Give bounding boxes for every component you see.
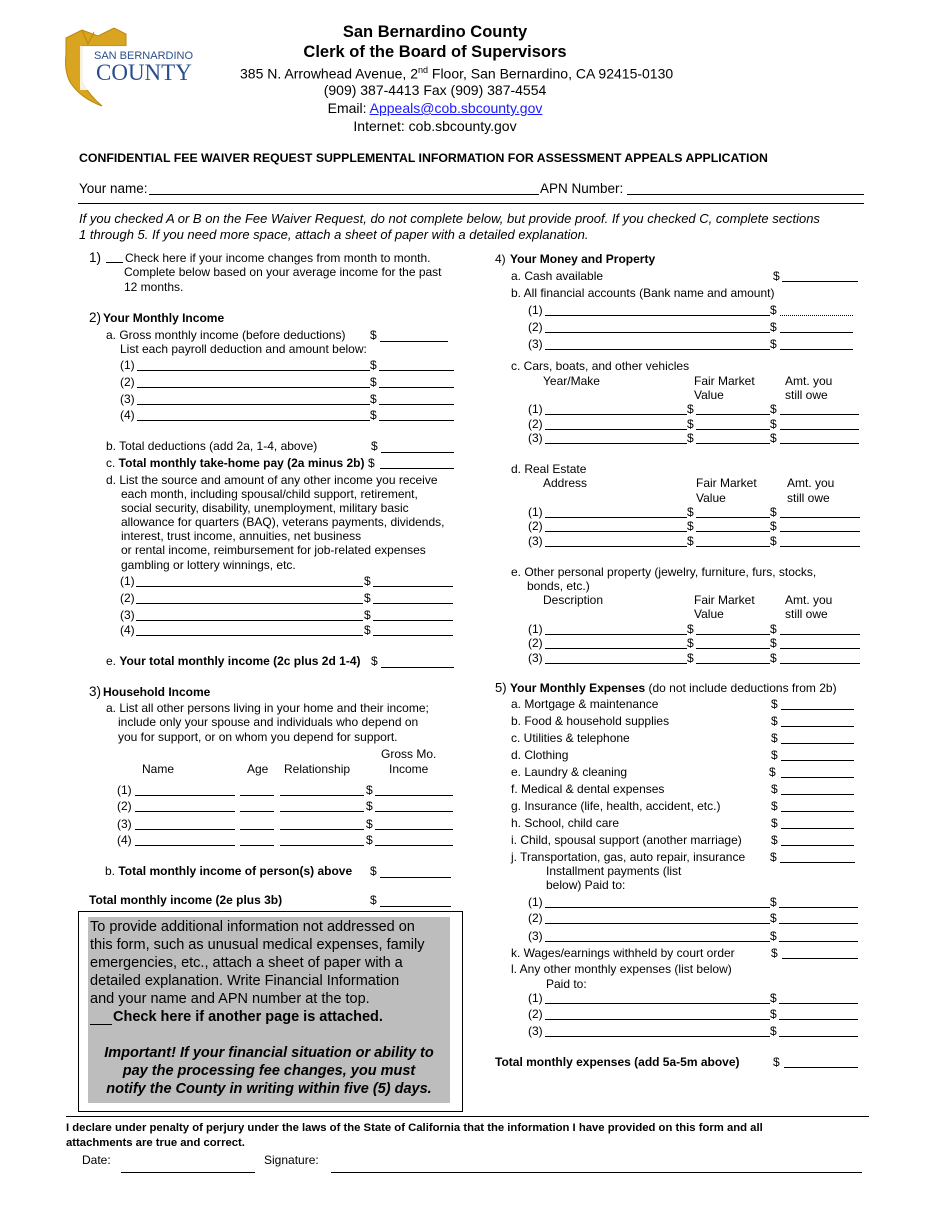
deduction-4-label: (4) — [120, 408, 135, 422]
property-col-owe-2: still owe — [785, 607, 828, 621]
other-expense-1-paid-to[interactable] — [545, 1003, 770, 1004]
household-3-income[interactable] — [375, 829, 453, 830]
expense-l-label: l. Any other monthly expenses (list below) — [511, 962, 732, 976]
expense-a-field[interactable] — [781, 709, 854, 710]
installment-1-paid-to[interactable] — [545, 907, 770, 908]
office-name: Clerk of the Board of Supervisors — [303, 43, 567, 61]
expense-a-label: a. Mortgage & maintenance — [511, 697, 659, 711]
total-monthly-income-dollar: $ — [370, 893, 377, 907]
deduction-4-amount[interactable] — [379, 420, 454, 421]
realestate-2-address[interactable] — [545, 531, 687, 532]
expense-f-dollar: $ — [771, 782, 778, 796]
household-1-dollar: $ — [366, 783, 373, 797]
s2-a-dollar: $ — [370, 328, 377, 342]
vehicle-col-owe-2: still owe — [785, 388, 828, 402]
property-3-dollar-owe: $ — [770, 651, 777, 665]
household-1-name[interactable] — [135, 795, 235, 796]
expense-j-dollar: $ — [770, 850, 777, 864]
expense-k-label: k. Wages/earnings withheld by court order — [511, 946, 735, 960]
household-2-name[interactable] — [135, 811, 235, 812]
installment-3-dollar: $ — [770, 929, 777, 943]
household-2-income[interactable] — [375, 811, 453, 812]
household-3-relationship[interactable] — [280, 829, 364, 830]
cash-available-field[interactable] — [782, 281, 858, 282]
household-4-label: (4) — [117, 833, 132, 847]
other-expense-2-amount[interactable] — [779, 1019, 858, 1020]
realestate-2-dollar-fmv: $ — [687, 519, 694, 533]
s3-a-line-2: include only your spouse and individuals who depend on — [118, 715, 419, 729]
deduction-2-name[interactable] — [137, 387, 370, 388]
section-2-number: 2) — [89, 310, 102, 325]
s2-c-label: c. Total monthly take-home pay (2a minus 2b) — [106, 456, 365, 470]
installment-1-dollar: $ — [770, 895, 777, 909]
property-1-fmv[interactable] — [696, 634, 770, 635]
installment-3-label: (3) — [528, 929, 543, 943]
note-line-2: this form, such as unusual medical expenses, family — [90, 937, 425, 953]
household-4-age[interactable] — [240, 845, 274, 846]
realestate-col-fmv-1: Fair Market — [696, 476, 757, 490]
property-2-owe[interactable] — [780, 648, 860, 649]
property-2-dollar-owe: $ — [770, 636, 777, 650]
property-3-description[interactable] — [545, 663, 687, 664]
attached-page-checkbox[interactable] — [90, 1024, 112, 1025]
s2-d-line-5: interest, trust income, annuities, net business — [121, 529, 362, 543]
s3-a-line-1: a. List all other persons living in your home and their income; — [106, 701, 429, 715]
divider-top — [78, 203, 864, 204]
property-1-dollar-owe: $ — [770, 622, 777, 636]
s2-title: Your Monthly Income — [103, 311, 225, 325]
vehicle-2-owe[interactable] — [780, 429, 859, 430]
household-3-label: (3) — [117, 817, 132, 831]
expense-f-field[interactable] — [781, 794, 854, 795]
email-link[interactable]: Appeals@cob.sbcounty.gov — [369, 100, 543, 116]
expense-j-label: j. Transportation, gas, auto repair, insurance — [511, 850, 746, 864]
s2-d-line-2: each month, including spousal/child support, retirement, — [121, 487, 418, 501]
expense-i-field[interactable] — [781, 845, 854, 846]
household-2-dollar: $ — [366, 799, 373, 813]
account-2-amount[interactable] — [780, 332, 853, 333]
property-3-label: (3) — [528, 651, 543, 665]
property-2-label: (2) — [528, 636, 543, 650]
expense-c-field[interactable] — [781, 743, 854, 744]
expense-d-dollar: $ — [771, 748, 778, 762]
deduction-2-dollar: $ — [370, 375, 377, 389]
household-2-label: (2) — [117, 799, 132, 813]
expense-j-field[interactable] — [780, 862, 855, 863]
expense-c-dollar: $ — [771, 731, 778, 745]
other-income-2-amount[interactable] — [373, 603, 453, 604]
realestate-1-dollar-owe: $ — [770, 505, 777, 519]
s1-line-3: 12 months. — [124, 280, 184, 294]
other-income-1-dollar: $ — [364, 574, 371, 588]
your-name-label: Your name: — [79, 181, 148, 196]
vehicle-3-dollar-owe: $ — [770, 431, 777, 445]
realestate-col-owe-2: still owe — [787, 491, 830, 505]
note-line-5: and your name and APN number at the top. — [90, 991, 370, 1007]
account-3-dollar: $ — [770, 337, 777, 351]
expense-a-dollar: $ — [771, 697, 778, 711]
s5-title: Your Monthly Expenses (do not include deductions from 2b) — [510, 681, 837, 695]
expense-d-label: d. Clothing — [511, 748, 569, 762]
installment-line-1: Installment payments (list — [546, 864, 682, 878]
important-line-1: Important! If your financial situation or ability to — [104, 1045, 434, 1061]
email-line: Email: Appeals@cob.sbcounty.gov — [327, 100, 543, 116]
household-total-field[interactable] — [380, 877, 451, 878]
deduction-4-name[interactable] — [137, 420, 370, 421]
household-2-relationship[interactable] — [280, 811, 364, 812]
s2-e-dollar: $ — [371, 654, 378, 668]
vehicle-col-fmv-2: Value — [694, 388, 724, 402]
vehicle-1-fmv[interactable] — [696, 414, 770, 415]
office-address: 385 N. Arrowhead Avenue, 2nd Floor, San Bernardino, CA 92415-0130 — [240, 65, 674, 82]
property-3-dollar-fmv: $ — [687, 651, 694, 665]
account-3-name[interactable] — [545, 349, 770, 350]
total-deductions-field[interactable] — [381, 452, 454, 453]
logo-text-bottom: COUNTY — [96, 60, 192, 85]
col-age-header: Age — [247, 762, 269, 776]
expense-k-dollar: $ — [771, 946, 778, 960]
property-3-fmv[interactable] — [696, 663, 770, 664]
realestate-1-owe[interactable] — [780, 517, 860, 518]
section-3-number: 3) — [89, 684, 102, 699]
household-1-label: (1) — [117, 783, 132, 797]
realestate-3-dollar-owe: $ — [770, 534, 777, 548]
household-4-name[interactable] — [135, 845, 235, 846]
realestate-col-address: Address — [543, 476, 588, 490]
expense-e-field[interactable] — [781, 777, 854, 778]
s4-title: Your Money and Property — [510, 252, 656, 266]
deduction-3-dollar: $ — [370, 392, 377, 406]
section-1-number: 1) — [89, 250, 102, 265]
property-3-owe[interactable] — [780, 663, 860, 664]
installment-3-amount[interactable] — [779, 941, 858, 942]
income-varies-checkbox[interactable] — [106, 262, 123, 263]
gross-monthly-income-field[interactable] — [380, 341, 448, 342]
expense-c-label: c. Utilities & telephone — [511, 731, 630, 745]
s3-a-line-3: you for support, or on whom you depend for support. — [118, 730, 398, 744]
other-income-2-label: (2) — [120, 591, 135, 605]
household-3-name[interactable] — [135, 829, 235, 830]
vehicle-3-fmv[interactable] — [696, 443, 770, 444]
other-income-2-source[interactable] — [136, 603, 363, 604]
household-1-age[interactable] — [240, 795, 274, 796]
s4-b-label: b. All financial accounts (Bank name and amount) — [511, 286, 775, 300]
declaration-line-1: I declare under penalty of perjury under the laws of the State of California that the information I have provided on this form and all — [66, 1122, 763, 1134]
installment-2-amount[interactable] — [779, 923, 858, 924]
note-line-1: To provide additional information not addressed on — [90, 919, 415, 935]
account-2-label: (2) — [528, 320, 543, 334]
expense-e-label: e. Laundry & cleaning — [511, 765, 628, 779]
other-expense-2-paid-to[interactable] — [545, 1019, 770, 1020]
property-1-description[interactable] — [545, 634, 687, 635]
apn-label: APN Number: — [540, 181, 624, 196]
s4-c-label: c. Cars, boats, and other vehicles — [511, 359, 690, 373]
property-col-description: Description — [543, 593, 604, 607]
declaration-line-2: attachments are true and correct. — [66, 1137, 245, 1149]
property-1-label: (1) — [528, 622, 543, 636]
date-field[interactable] — [121, 1172, 255, 1173]
household-4-income[interactable] — [375, 845, 453, 846]
note-line-3: emergencies, etc., attach a sheet of paper with a — [90, 955, 403, 971]
total-monthly-income-label: Total monthly income (2e plus 3b) — [89, 893, 283, 907]
realestate-2-owe[interactable] — [780, 531, 860, 532]
vehicle-1-label: (1) — [528, 402, 543, 416]
deduction-1-name[interactable] — [137, 370, 370, 371]
other-income-1-amount[interactable] — [373, 586, 453, 587]
total-monthly-income-3-field[interactable] — [380, 906, 451, 907]
realestate-1-address[interactable] — [545, 517, 687, 518]
s1-line-1: Check here if your income changes from month to month. — [125, 251, 431, 265]
s4-e-line-1: e. Other personal property (jewelry, furniture, furs, stocks, — [511, 565, 817, 579]
signature-field[interactable] — [331, 1172, 862, 1173]
realestate-3-dollar-fmv: $ — [687, 534, 694, 548]
date-label: Date: — [82, 1153, 111, 1167]
property-1-dollar-fmv: $ — [687, 622, 694, 636]
realestate-1-dollar-fmv: $ — [687, 505, 694, 519]
realestate-3-owe[interactable] — [780, 546, 860, 547]
account-2-name[interactable] — [545, 332, 770, 333]
total-expenses-label: Total monthly expenses (add 5a-5m above) — [495, 1055, 740, 1069]
col-gross-header-1: Gross Mo. — [381, 747, 437, 761]
household-1-income[interactable] — [375, 795, 453, 796]
s2-d-line-3: social security, disability, unemployment, military basic — [121, 501, 409, 515]
other-income-2-dollar: $ — [364, 591, 371, 605]
instructions-line-2: 1 through 5. If you need more space, attach a sheet of paper with a detailed explanation. — [79, 227, 589, 242]
realestate-3-fmv[interactable] — [696, 546, 770, 547]
internet-line: Internet: cob.sbcounty.gov — [353, 118, 517, 134]
installment-line-2: below) Paid to: — [546, 878, 626, 892]
realestate-col-owe-1: Amt. you — [787, 476, 835, 490]
household-1-relationship[interactable] — [280, 795, 364, 796]
other-expense-1-label: (1) — [528, 991, 543, 1005]
declaration-divider — [66, 1116, 869, 1117]
form-title: CONFIDENTIAL FEE WAIVER REQUEST SUPPLEMENTAL INFORMATION FOR ASSESSMENT APPEALS APPLICATION — [79, 151, 768, 165]
installment-2-label: (2) — [528, 911, 543, 925]
important-line-2: pay the processing fee changes, you must — [122, 1063, 416, 1079]
phone-fax: (909) 387-4413 Fax (909) 387-4554 — [323, 82, 547, 98]
vehicle-1-dollar-fmv: $ — [687, 402, 694, 416]
take-home-pay-field[interactable] — [380, 468, 454, 469]
expense-f-label: f. Medical & dental expenses — [511, 782, 665, 796]
your-name-field[interactable] — [149, 194, 539, 195]
other-income-4-source[interactable] — [136, 635, 363, 636]
expense-g-field[interactable] — [781, 811, 854, 812]
deduction-1-amount[interactable] — [379, 370, 454, 371]
other-income-1-source[interactable] — [136, 586, 363, 587]
property-col-fmv-2: Value — [694, 607, 724, 621]
account-1-name[interactable] — [545, 315, 770, 316]
s3-b-label: b. Total monthly income of person(s) above — [105, 864, 353, 878]
property-1-owe[interactable] — [780, 634, 860, 635]
installment-2-dollar: $ — [770, 911, 777, 925]
vehicle-2-fmv[interactable] — [696, 429, 770, 430]
property-2-description[interactable] — [545, 648, 687, 649]
other-expense-1-amount[interactable] — [779, 1003, 858, 1004]
vehicle-2-make[interactable] — [545, 429, 687, 430]
section-5-number: 5) — [495, 680, 507, 695]
installment-1-label: (1) — [528, 895, 543, 909]
vehicle-col-year-make: Year/Make — [543, 374, 600, 388]
expense-d-field[interactable] — [781, 760, 854, 761]
s2-d-line-1: d. List the source and amount of any other income you receive — [106, 473, 438, 487]
other-expense-3-paid-to[interactable] — [545, 1036, 770, 1037]
property-col-fmv-1: Fair Market — [694, 593, 755, 607]
instructions-line-1: If you checked A or B on the Fee Waiver Request, do not complete below, but provide proof. If you checked C, complete sections — [79, 211, 820, 226]
s2-c-dollar: $ — [368, 456, 375, 470]
s2-b-dollar: $ — [371, 439, 378, 453]
deduction-2-amount[interactable] — [379, 387, 454, 388]
s4-a-dollar: $ — [773, 269, 780, 283]
expense-h-field[interactable] — [781, 828, 854, 829]
other-expense-2-dollar: $ — [770, 1007, 777, 1021]
vehicle-2-dollar-owe: $ — [770, 417, 777, 431]
expense-e-dollar: $ — [769, 765, 776, 779]
expense-b-label: b. Food & household supplies — [511, 714, 670, 728]
account-1-amount[interactable] — [780, 315, 853, 316]
other-expense-2-label: (2) — [528, 1007, 543, 1021]
other-expense-3-dollar: $ — [770, 1024, 777, 1038]
vehicle-2-dollar-fmv: $ — [687, 417, 694, 431]
s2-e-label: e. Your total monthly income (2c plus 2d 1-4) — [106, 654, 361, 668]
expense-h-label: h. School, child care — [511, 816, 620, 830]
realestate-col-fmv-2: Value — [696, 491, 726, 505]
account-2-dollar: $ — [770, 320, 777, 334]
signature-label: Signature: — [264, 1153, 319, 1167]
col-relationship-header: Relationship — [284, 762, 351, 776]
expense-h-dollar: $ — [771, 816, 778, 830]
s2-a-label: a. Gross monthly income (before deductions) — [106, 328, 346, 342]
logo-text-top: SAN BERNARDINO — [94, 50, 194, 62]
expense-b-dollar: $ — [771, 714, 778, 728]
total-expenses-field[interactable] — [784, 1067, 858, 1068]
deduction-1-label: (1) — [120, 358, 135, 372]
important-line-3: notify the County in writing within five (5) days. — [106, 1081, 432, 1097]
account-1-label: (1) — [528, 303, 543, 317]
apn-field[interactable] — [627, 194, 864, 195]
expense-i-label: i. Child, spousal support (another marriage) — [511, 833, 742, 847]
household-2-age[interactable] — [240, 811, 274, 812]
s2-d-line-4: allowance for quarters (BAQ), veterans payments, dividends, — [121, 515, 445, 529]
col-name-header: Name — [142, 762, 175, 776]
other-income-1-label: (1) — [120, 574, 135, 588]
household-4-dollar: $ — [366, 833, 373, 847]
s3-title: Household Income — [103, 685, 211, 699]
vehicle-col-owe-1: Amt. you — [785, 374, 833, 388]
s2-d-line-7: gambling or lottery winnings, etc. — [121, 558, 296, 572]
s4-a-label: a. Cash available — [511, 269, 604, 283]
s4-e-line-2: bonds, etc.) — [527, 579, 590, 593]
deduction-3-amount[interactable] — [379, 404, 454, 405]
expense-g-label: g. Insurance (life, health, accident, etc.) — [511, 799, 721, 813]
household-3-dollar: $ — [366, 817, 373, 831]
vehicle-2-label: (2) — [528, 417, 543, 431]
realestate-2-label: (2) — [528, 519, 543, 533]
installment-1-amount[interactable] — [779, 907, 858, 908]
county-name: San Bernardino County — [342, 23, 528, 41]
s3-b-dollar: $ — [370, 864, 377, 878]
note-line-4: detailed explanation. Write Financial Information — [90, 973, 400, 989]
deduction-4-dollar: $ — [370, 408, 377, 422]
total-monthly-income-field[interactable] — [381, 667, 454, 668]
s1-line-2: Complete below based on your average income for the past — [124, 265, 442, 279]
realestate-2-dollar-owe: $ — [770, 519, 777, 533]
vehicle-3-make[interactable] — [545, 443, 687, 444]
realestate-3-address[interactable] — [545, 546, 687, 547]
expense-g-dollar: $ — [771, 799, 778, 813]
property-2-fmv[interactable] — [696, 648, 770, 649]
other-expense-1-dollar: $ — [770, 991, 777, 1005]
section-4-number: 4) — [495, 252, 506, 266]
other-income-3-source[interactable] — [136, 620, 363, 621]
other-income-3-amount[interactable] — [373, 620, 453, 621]
vehicle-3-owe[interactable] — [780, 443, 859, 444]
expense-k-field[interactable] — [782, 958, 858, 959]
expense-b-field[interactable] — [781, 726, 854, 727]
realestate-1-label: (1) — [528, 505, 543, 519]
property-2-dollar-fmv: $ — [687, 636, 694, 650]
property-col-owe-1: Amt. you — [785, 593, 833, 607]
deduction-3-label: (3) — [120, 392, 135, 406]
other-expense-3-label: (3) — [528, 1024, 543, 1038]
vehicle-col-fmv-1: Fair Market — [694, 374, 755, 388]
s2-d-line-6: or rental income, reimbursement for job-related expenses — [121, 543, 426, 557]
expense-i-dollar: $ — [771, 833, 778, 847]
vehicle-3-label: (3) — [528, 431, 543, 445]
deduction-2-label: (2) — [120, 375, 135, 389]
other-income-4-label: (4) — [120, 623, 135, 637]
installment-3-paid-to[interactable] — [545, 941, 770, 942]
realestate-2-fmv[interactable] — [696, 531, 770, 532]
other-income-3-dollar: $ — [364, 608, 371, 622]
vehicle-3-dollar-fmv: $ — [687, 431, 694, 445]
account-3-label: (3) — [528, 337, 543, 351]
s4-d-label: d. Real Estate — [511, 462, 587, 476]
other-income-4-amount[interactable] — [373, 635, 453, 636]
other-income-3-label: (3) — [120, 608, 135, 622]
other-income-4-dollar: $ — [364, 623, 371, 637]
vehicle-1-make[interactable] — [545, 414, 687, 415]
realestate-3-label: (3) — [528, 534, 543, 548]
account-1-dollar: $ — [770, 303, 777, 317]
vehicle-1-owe[interactable] — [780, 414, 859, 415]
total-expenses-dollar: $ — [773, 1055, 780, 1069]
col-gross-header-2: Income — [389, 762, 429, 776]
realestate-1-fmv[interactable] — [696, 517, 770, 518]
household-3-age[interactable] — [240, 829, 274, 830]
account-3-amount[interactable] — [780, 349, 853, 350]
s2-b-label: b. Total deductions (add 2a, 1-4, above) — [106, 439, 318, 453]
deduction-1-dollar: $ — [370, 358, 377, 372]
household-4-relationship[interactable] — [280, 845, 364, 846]
other-expense-3-amount[interactable] — [779, 1036, 858, 1037]
vehicle-1-dollar-owe: $ — [770, 402, 777, 416]
expense-l-paid-to: Paid to: — [546, 977, 587, 991]
attached-page-label: Check here if another page is attached. — [113, 1009, 383, 1025]
s2-a-sub: List each payroll deduction and amount below: — [120, 342, 367, 356]
installment-2-paid-to[interactable] — [545, 923, 770, 924]
deduction-3-name[interactable] — [137, 404, 370, 405]
